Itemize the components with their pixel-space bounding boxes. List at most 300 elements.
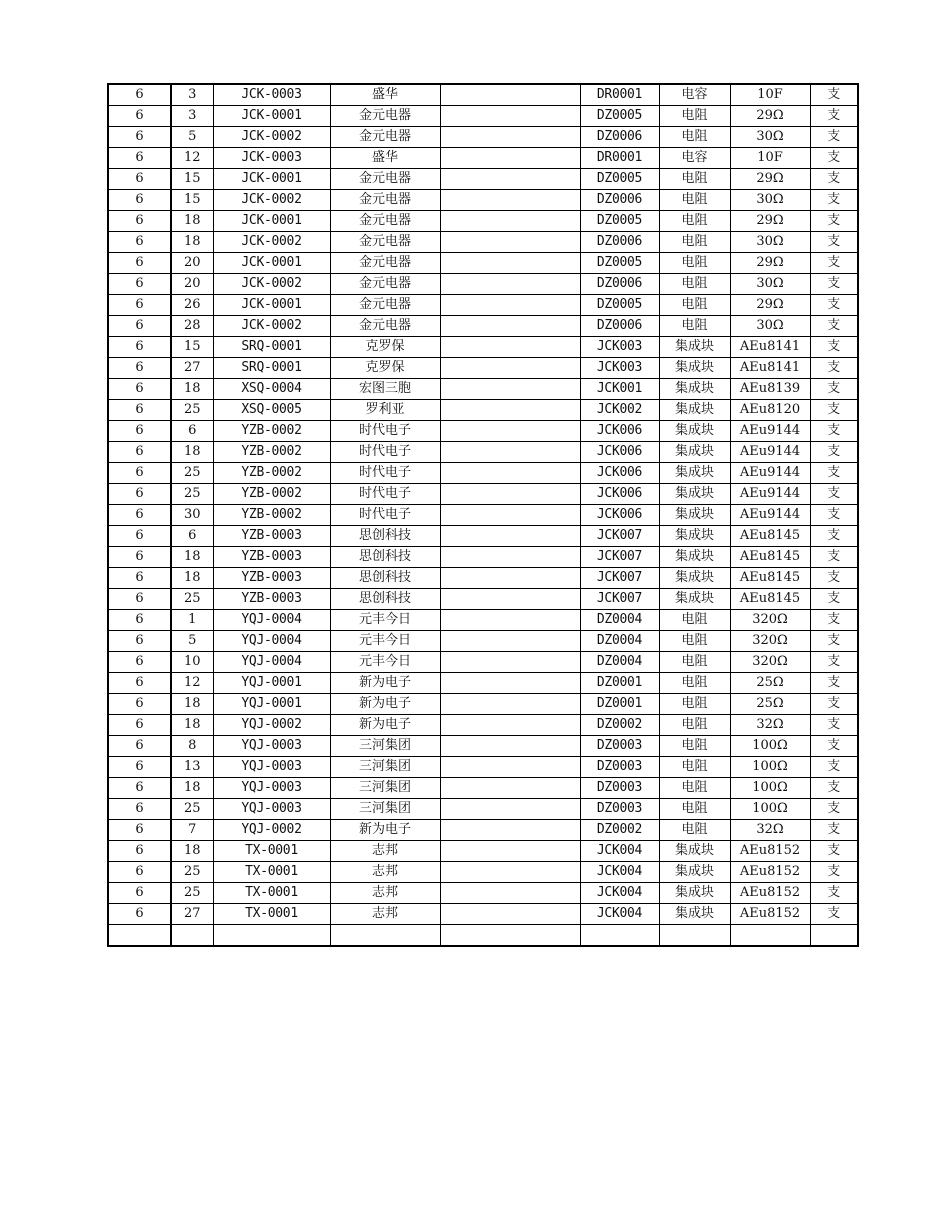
table-row <box>108 379 858 400</box>
table-row <box>108 169 858 190</box>
spec-cell: 29Ω <box>730 295 810 316</box>
table-row <box>108 778 858 799</box>
part-code-cell: DZ0002 <box>580 820 659 841</box>
unit-cell: 支 <box>810 694 858 715</box>
table-row <box>108 295 858 316</box>
table-row <box>108 652 858 673</box>
blank-cell <box>440 547 580 568</box>
table-row <box>108 358 858 379</box>
supplier-code-cell: YZB-0003 <box>213 589 330 610</box>
unit-cell: 支 <box>810 652 858 673</box>
day-cell: 25 <box>171 862 213 883</box>
supplier-code-cell: TX-0001 <box>213 883 330 904</box>
day-cell: 25 <box>171 883 213 904</box>
part-code-cell: DZ0005 <box>580 169 659 190</box>
part-type-cell: 集成块 <box>659 379 730 400</box>
supplier-name-cell: 志邦 <box>330 883 440 904</box>
supplier-name-cell: 思创科技 <box>330 526 440 547</box>
supplier-code-cell: YQJ-0004 <box>213 610 330 631</box>
supplier-code-cell: JCK-0002 <box>213 316 330 337</box>
supplier-name-cell <box>330 925 440 947</box>
unit-cell: 支 <box>810 253 858 274</box>
table-row <box>108 673 858 694</box>
spec-cell: 30Ω <box>730 274 810 295</box>
part-type-cell: 电阻 <box>659 715 730 736</box>
part-type-cell: 集成块 <box>659 505 730 526</box>
unit-cell: 支 <box>810 400 858 421</box>
supplier-code-cell: YQJ-0002 <box>213 820 330 841</box>
supplier-code-cell: JCK-0001 <box>213 106 330 127</box>
table-row <box>108 148 858 169</box>
supplier-code-cell: YZB-0003 <box>213 547 330 568</box>
part-code-cell: DZ0003 <box>580 736 659 757</box>
supplier-code-cell: YQJ-0003 <box>213 736 330 757</box>
month-cell: 6 <box>108 631 171 652</box>
supplier-code-cell: YQJ-0003 <box>213 799 330 820</box>
table-row <box>108 925 858 947</box>
supplier-name-cell: 思创科技 <box>330 568 440 589</box>
part-type-cell: 电阻 <box>659 778 730 799</box>
blank-cell <box>440 211 580 232</box>
day-cell: 6 <box>171 421 213 442</box>
table-row <box>108 232 858 253</box>
table-row <box>108 799 858 820</box>
part-type-cell: 电阻 <box>659 631 730 652</box>
blank-cell <box>440 673 580 694</box>
day-cell: 18 <box>171 778 213 799</box>
supplier-name-cell: 元丰今日 <box>330 610 440 631</box>
part-type-cell: 集成块 <box>659 862 730 883</box>
supplier-code-cell: TX-0001 <box>213 862 330 883</box>
table-row <box>108 484 858 505</box>
part-code-cell: DZ0003 <box>580 799 659 820</box>
part-code-cell: JCK007 <box>580 547 659 568</box>
supplier-name-cell: 金元电器 <box>330 127 440 148</box>
part-type-cell: 电阻 <box>659 106 730 127</box>
month-cell: 6 <box>108 883 171 904</box>
part-type-cell: 电阻 <box>659 232 730 253</box>
part-type-cell <box>659 925 730 947</box>
spec-cell: 32Ω <box>730 820 810 841</box>
supplier-code-cell: JCK-0001 <box>213 211 330 232</box>
day-cell: 25 <box>171 484 213 505</box>
part-type-cell: 电阻 <box>659 127 730 148</box>
supplier-name-cell: 金元电器 <box>330 211 440 232</box>
month-cell: 6 <box>108 190 171 211</box>
supplier-name-cell: 金元电器 <box>330 274 440 295</box>
day-cell: 18 <box>171 715 213 736</box>
supplier-code-cell: YQJ-0003 <box>213 757 330 778</box>
spec-cell: 29Ω <box>730 169 810 190</box>
supplier-code-cell: YZB-0003 <box>213 568 330 589</box>
unit-cell: 支 <box>810 84 858 106</box>
unit-cell: 支 <box>810 232 858 253</box>
day-cell: 5 <box>171 127 213 148</box>
part-code-cell: JCK006 <box>580 421 659 442</box>
unit-cell: 支 <box>810 610 858 631</box>
day-cell: 18 <box>171 211 213 232</box>
table-row <box>108 337 858 358</box>
table-row <box>108 316 858 337</box>
day-cell: 26 <box>171 295 213 316</box>
part-type-cell: 集成块 <box>659 463 730 484</box>
table-row <box>108 84 858 106</box>
part-code-cell: JCK001 <box>580 379 659 400</box>
supplier-name-cell: 金元电器 <box>330 190 440 211</box>
supplier-code-cell: YZB-0002 <box>213 505 330 526</box>
table-row <box>108 736 858 757</box>
part-type-cell: 集成块 <box>659 442 730 463</box>
spec-cell: 100Ω <box>730 799 810 820</box>
unit-cell: 支 <box>810 463 858 484</box>
blank-cell <box>440 610 580 631</box>
month-cell <box>108 925 171 947</box>
blank-cell <box>440 421 580 442</box>
part-code-cell: JCK004 <box>580 904 659 925</box>
month-cell: 6 <box>108 904 171 925</box>
day-cell: 13 <box>171 757 213 778</box>
month-cell: 6 <box>108 148 171 169</box>
month-cell: 6 <box>108 862 171 883</box>
part-code-cell: JCK004 <box>580 841 659 862</box>
supplier-name-cell: 元丰今日 <box>330 631 440 652</box>
spec-cell: 100Ω <box>730 778 810 799</box>
table-row <box>108 631 858 652</box>
part-type-cell: 电容 <box>659 84 730 106</box>
table-row <box>108 106 858 127</box>
blank-cell <box>440 232 580 253</box>
part-code-cell: JCK006 <box>580 505 659 526</box>
part-code-cell: DZ0005 <box>580 106 659 127</box>
day-cell: 3 <box>171 84 213 106</box>
supplier-code-cell: TX-0001 <box>213 904 330 925</box>
supplier-code-cell: JCK-0003 <box>213 84 330 106</box>
blank-cell <box>440 316 580 337</box>
supplier-name-cell: 金元电器 <box>330 106 440 127</box>
day-cell: 1 <box>171 610 213 631</box>
spec-cell: 320Ω <box>730 652 810 673</box>
table-row <box>108 715 858 736</box>
month-cell: 6 <box>108 421 171 442</box>
supplier-name-cell: 罗利亚 <box>330 400 440 421</box>
supplier-name-cell: 新为电子 <box>330 694 440 715</box>
supplier-code-cell: YZB-0002 <box>213 442 330 463</box>
supplier-code-cell: YQJ-0003 <box>213 778 330 799</box>
table-row <box>108 274 858 295</box>
spec-cell: AEu9144 <box>730 484 810 505</box>
spec-cell: AEu8152 <box>730 883 810 904</box>
supplier-name-cell: 新为电子 <box>330 715 440 736</box>
supplier-name-cell: 金元电器 <box>330 253 440 274</box>
blank-cell <box>440 904 580 925</box>
part-type-cell: 电阻 <box>659 652 730 673</box>
month-cell: 6 <box>108 169 171 190</box>
blank-cell <box>440 568 580 589</box>
supplier-code-cell: XSQ-0005 <box>213 400 330 421</box>
month-cell: 6 <box>108 736 171 757</box>
table-row <box>108 190 858 211</box>
month-cell: 6 <box>108 568 171 589</box>
spec-cell: AEu8152 <box>730 862 810 883</box>
supplier-name-cell: 时代电子 <box>330 421 440 442</box>
spec-cell: AEu8141 <box>730 337 810 358</box>
blank-cell <box>440 169 580 190</box>
part-code-cell: JCK004 <box>580 883 659 904</box>
supplier-code-cell: SRQ-0001 <box>213 358 330 379</box>
unit-cell: 支 <box>810 547 858 568</box>
part-type-cell: 电阻 <box>659 736 730 757</box>
unit-cell: 支 <box>810 127 858 148</box>
unit-cell: 支 <box>810 883 858 904</box>
supplier-name-cell: 时代电子 <box>330 484 440 505</box>
supplier-name-cell: 三河集团 <box>330 757 440 778</box>
blank-cell <box>440 652 580 673</box>
spec-cell: 320Ω <box>730 610 810 631</box>
blank-cell <box>440 400 580 421</box>
day-cell: 20 <box>171 253 213 274</box>
supplier-code-cell: TX-0001 <box>213 841 330 862</box>
part-code-cell: DR0001 <box>580 84 659 106</box>
month-cell: 6 <box>108 526 171 547</box>
day-cell: 18 <box>171 841 213 862</box>
part-type-cell: 集成块 <box>659 568 730 589</box>
supplier-name-cell: 思创科技 <box>330 589 440 610</box>
part-code-cell: JCK003 <box>580 358 659 379</box>
day-cell: 10 <box>171 652 213 673</box>
supplier-code-cell: YZB-0002 <box>213 484 330 505</box>
month-cell: 6 <box>108 484 171 505</box>
part-code-cell: JCK007 <box>580 568 659 589</box>
month-cell: 6 <box>108 610 171 631</box>
part-type-cell: 电阻 <box>659 694 730 715</box>
unit-cell: 支 <box>810 526 858 547</box>
supplier-name-cell: 三河集团 <box>330 778 440 799</box>
unit-cell: 支 <box>810 736 858 757</box>
day-cell: 18 <box>171 547 213 568</box>
month-cell: 6 <box>108 127 171 148</box>
blank-cell <box>440 820 580 841</box>
table-row <box>108 883 858 904</box>
unit-cell: 支 <box>810 316 858 337</box>
blank-cell <box>440 862 580 883</box>
unit-cell: 支 <box>810 211 858 232</box>
spec-cell: 100Ω <box>730 757 810 778</box>
spec-cell <box>730 925 810 947</box>
month-cell: 6 <box>108 778 171 799</box>
blank-cell <box>440 694 580 715</box>
unit-cell: 支 <box>810 820 858 841</box>
unit-cell: 支 <box>810 274 858 295</box>
part-code-cell: DZ0004 <box>580 652 659 673</box>
part-code-cell: DZ0003 <box>580 778 659 799</box>
part-code-cell: DZ0005 <box>580 253 659 274</box>
spec-cell: 100Ω <box>730 736 810 757</box>
part-type-cell: 集成块 <box>659 358 730 379</box>
part-type-cell: 集成块 <box>659 883 730 904</box>
month-cell: 6 <box>108 799 171 820</box>
day-cell: 12 <box>171 673 213 694</box>
table-row <box>108 526 858 547</box>
blank-cell <box>440 505 580 526</box>
part-code-cell: DZ0002 <box>580 715 659 736</box>
part-code-cell: JCK007 <box>580 589 659 610</box>
month-cell: 6 <box>108 652 171 673</box>
spec-cell: 30Ω <box>730 232 810 253</box>
unit-cell: 支 <box>810 757 858 778</box>
table-row <box>108 400 858 421</box>
spec-cell: AEu8141 <box>730 358 810 379</box>
spec-cell: AEu9144 <box>730 421 810 442</box>
supplier-code-cell: JCK-0003 <box>213 148 330 169</box>
table-row <box>108 505 858 526</box>
spec-cell: 320Ω <box>730 631 810 652</box>
day-cell: 18 <box>171 568 213 589</box>
part-code-cell: JCK006 <box>580 442 659 463</box>
month-cell: 6 <box>108 547 171 568</box>
spec-cell: AEu8152 <box>730 904 810 925</box>
supplier-code-cell: YQJ-0001 <box>213 673 330 694</box>
unit-cell: 支 <box>810 442 858 463</box>
part-type-cell: 集成块 <box>659 841 730 862</box>
table-row <box>108 589 858 610</box>
table-row <box>108 610 858 631</box>
part-type-cell: 集成块 <box>659 526 730 547</box>
supplier-name-cell: 元丰今日 <box>330 652 440 673</box>
supplier-code-cell: YQJ-0001 <box>213 694 330 715</box>
spec-cell: AEu8145 <box>730 568 810 589</box>
unit-cell: 支 <box>810 841 858 862</box>
blank-cell <box>440 148 580 169</box>
spec-cell: 30Ω <box>730 190 810 211</box>
table-row <box>108 463 858 484</box>
day-cell: 27 <box>171 904 213 925</box>
part-code-cell: DZ0006 <box>580 127 659 148</box>
day-cell: 18 <box>171 379 213 400</box>
blank-cell <box>440 106 580 127</box>
blank-cell <box>440 778 580 799</box>
part-type-cell: 电容 <box>659 148 730 169</box>
unit-cell: 支 <box>810 715 858 736</box>
supplier-code-cell: YQJ-0004 <box>213 652 330 673</box>
month-cell: 6 <box>108 379 171 400</box>
unit-cell: 支 <box>810 589 858 610</box>
unit-cell: 支 <box>810 799 858 820</box>
part-type-cell: 集成块 <box>659 547 730 568</box>
day-cell: 15 <box>171 337 213 358</box>
day-cell <box>171 925 213 947</box>
part-code-cell: DZ0006 <box>580 232 659 253</box>
month-cell: 6 <box>108 673 171 694</box>
unit-cell: 支 <box>810 673 858 694</box>
blank-cell <box>440 274 580 295</box>
day-cell: 15 <box>171 169 213 190</box>
unit-cell: 支 <box>810 862 858 883</box>
supplier-name-cell: 金元电器 <box>330 169 440 190</box>
part-code-cell: JCK002 <box>580 400 659 421</box>
supplier-name-cell: 克罗保 <box>330 358 440 379</box>
part-code-cell: DZ0003 <box>580 757 659 778</box>
part-type-cell: 电阻 <box>659 274 730 295</box>
part-type-cell: 电阻 <box>659 253 730 274</box>
part-type-cell: 电阻 <box>659 757 730 778</box>
supplier-code-cell <box>213 925 330 947</box>
part-code-cell: DZ0006 <box>580 316 659 337</box>
unit-cell: 支 <box>810 421 858 442</box>
day-cell: 6 <box>171 526 213 547</box>
part-type-cell: 集成块 <box>659 589 730 610</box>
table-body <box>108 84 858 946</box>
day-cell: 8 <box>171 736 213 757</box>
month-cell: 6 <box>108 505 171 526</box>
part-code-cell: JCK006 <box>580 463 659 484</box>
supplier-code-cell: JCK-0001 <box>213 169 330 190</box>
part-code-cell: DZ0006 <box>580 190 659 211</box>
month-cell: 6 <box>108 442 171 463</box>
supplier-code-cell: SRQ-0001 <box>213 337 330 358</box>
table-row <box>108 547 858 568</box>
part-type-cell: 集成块 <box>659 421 730 442</box>
supplier-name-cell: 金元电器 <box>330 295 440 316</box>
month-cell: 6 <box>108 295 171 316</box>
unit-cell: 支 <box>810 778 858 799</box>
part-code-cell: DZ0001 <box>580 673 659 694</box>
spec-cell: 29Ω <box>730 253 810 274</box>
day-cell: 20 <box>171 274 213 295</box>
unit-cell: 支 <box>810 337 858 358</box>
supplier-name-cell: 新为电子 <box>330 820 440 841</box>
blank-cell <box>440 925 580 947</box>
spec-cell: AEu8145 <box>730 589 810 610</box>
part-type-cell: 集成块 <box>659 904 730 925</box>
part-code-cell: DZ0006 <box>580 274 659 295</box>
supplier-name-cell: 思创科技 <box>330 547 440 568</box>
blank-cell <box>440 463 580 484</box>
unit-cell: 支 <box>810 631 858 652</box>
part-type-cell: 电阻 <box>659 169 730 190</box>
table-row <box>108 757 858 778</box>
unit-cell: 支 <box>810 190 858 211</box>
spec-cell: AEu8145 <box>730 547 810 568</box>
part-type-cell: 电阻 <box>659 295 730 316</box>
blank-cell <box>440 253 580 274</box>
supplier-code-cell: YZB-0002 <box>213 463 330 484</box>
part-type-cell: 电阻 <box>659 673 730 694</box>
day-cell: 25 <box>171 400 213 421</box>
unit-cell: 支 <box>810 904 858 925</box>
supplier-name-cell: 盛华 <box>330 148 440 169</box>
month-cell: 6 <box>108 820 171 841</box>
blank-cell <box>440 337 580 358</box>
unit-cell: 支 <box>810 169 858 190</box>
part-code-cell: JCK006 <box>580 484 659 505</box>
table-row <box>108 820 858 841</box>
unit-cell: 支 <box>810 484 858 505</box>
day-cell: 18 <box>171 232 213 253</box>
part-code-cell: DZ0004 <box>580 631 659 652</box>
month-cell: 6 <box>108 589 171 610</box>
part-type-cell: 集成块 <box>659 484 730 505</box>
spec-cell: AEu9144 <box>730 463 810 484</box>
spec-cell: 30Ω <box>730 316 810 337</box>
day-cell: 30 <box>171 505 213 526</box>
unit-cell: 支 <box>810 358 858 379</box>
blank-cell <box>440 295 580 316</box>
day-cell: 18 <box>171 442 213 463</box>
blank-cell <box>440 736 580 757</box>
part-type-cell: 电阻 <box>659 211 730 232</box>
blank-cell <box>440 190 580 211</box>
part-code-cell: DZ0005 <box>580 211 659 232</box>
